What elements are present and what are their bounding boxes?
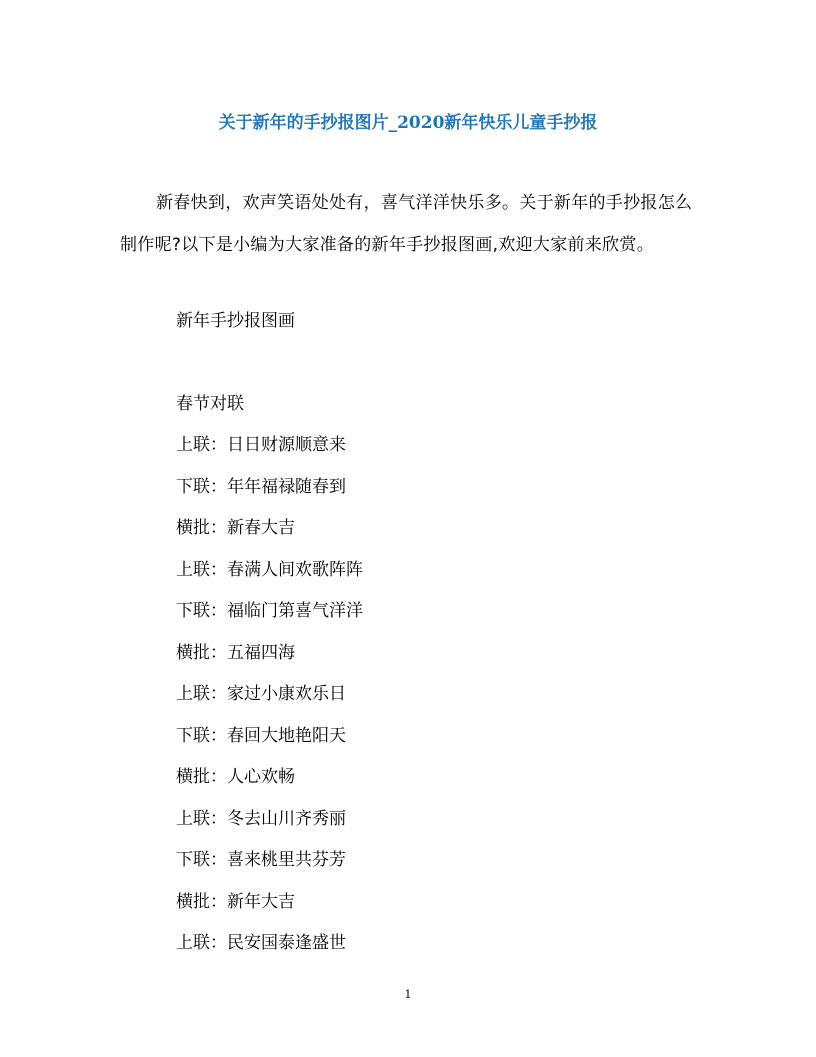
couplet-line: 横批：新年大吉 [176, 892, 295, 912]
couplet-line: 下联：喜来桃里共芬芳 [176, 850, 346, 870]
couplet-line: 下联：春回大地艳阳天 [176, 726, 346, 746]
couplet-line: 上联：民安国泰逢盛世 [176, 933, 346, 953]
couplet-line: 下联：年年福禄随春到 [176, 477, 346, 497]
couplet-line: 上联：春满人间欢歌阵阵 [176, 560, 363, 580]
subheading: 新年手抄报图画 [176, 311, 295, 331]
couplet-line: 上联：日日财源顺意来 [176, 435, 346, 455]
couplet-line: 横批：新春大吉 [176, 518, 295, 538]
couplet-line: 下联：福临门第喜气洋洋 [176, 601, 363, 621]
couplet-line: 上联：冬去山川齐秀丽 [176, 809, 346, 829]
page-number: 1 [404, 988, 412, 1001]
couplet-line: 横批：人心欢畅 [176, 767, 295, 787]
intro-paragraph: 新春快到，欢声笑语处处有，喜气洋洋快乐多。关于新年的手抄报怎么制作呢?以下是小编为大家准备的新年手抄报图画,欢迎大家前来欣赏。 [120, 193, 693, 255]
couplet-line: 上联：家过小康欢乐日 [176, 684, 346, 704]
document-title: 关于新年的手抄报图片_2020新年快乐儿童手抄报 [218, 113, 598, 133]
section-heading: 春节对联 [176, 394, 244, 414]
couplet-line: 横批：五福四海 [176, 643, 295, 663]
